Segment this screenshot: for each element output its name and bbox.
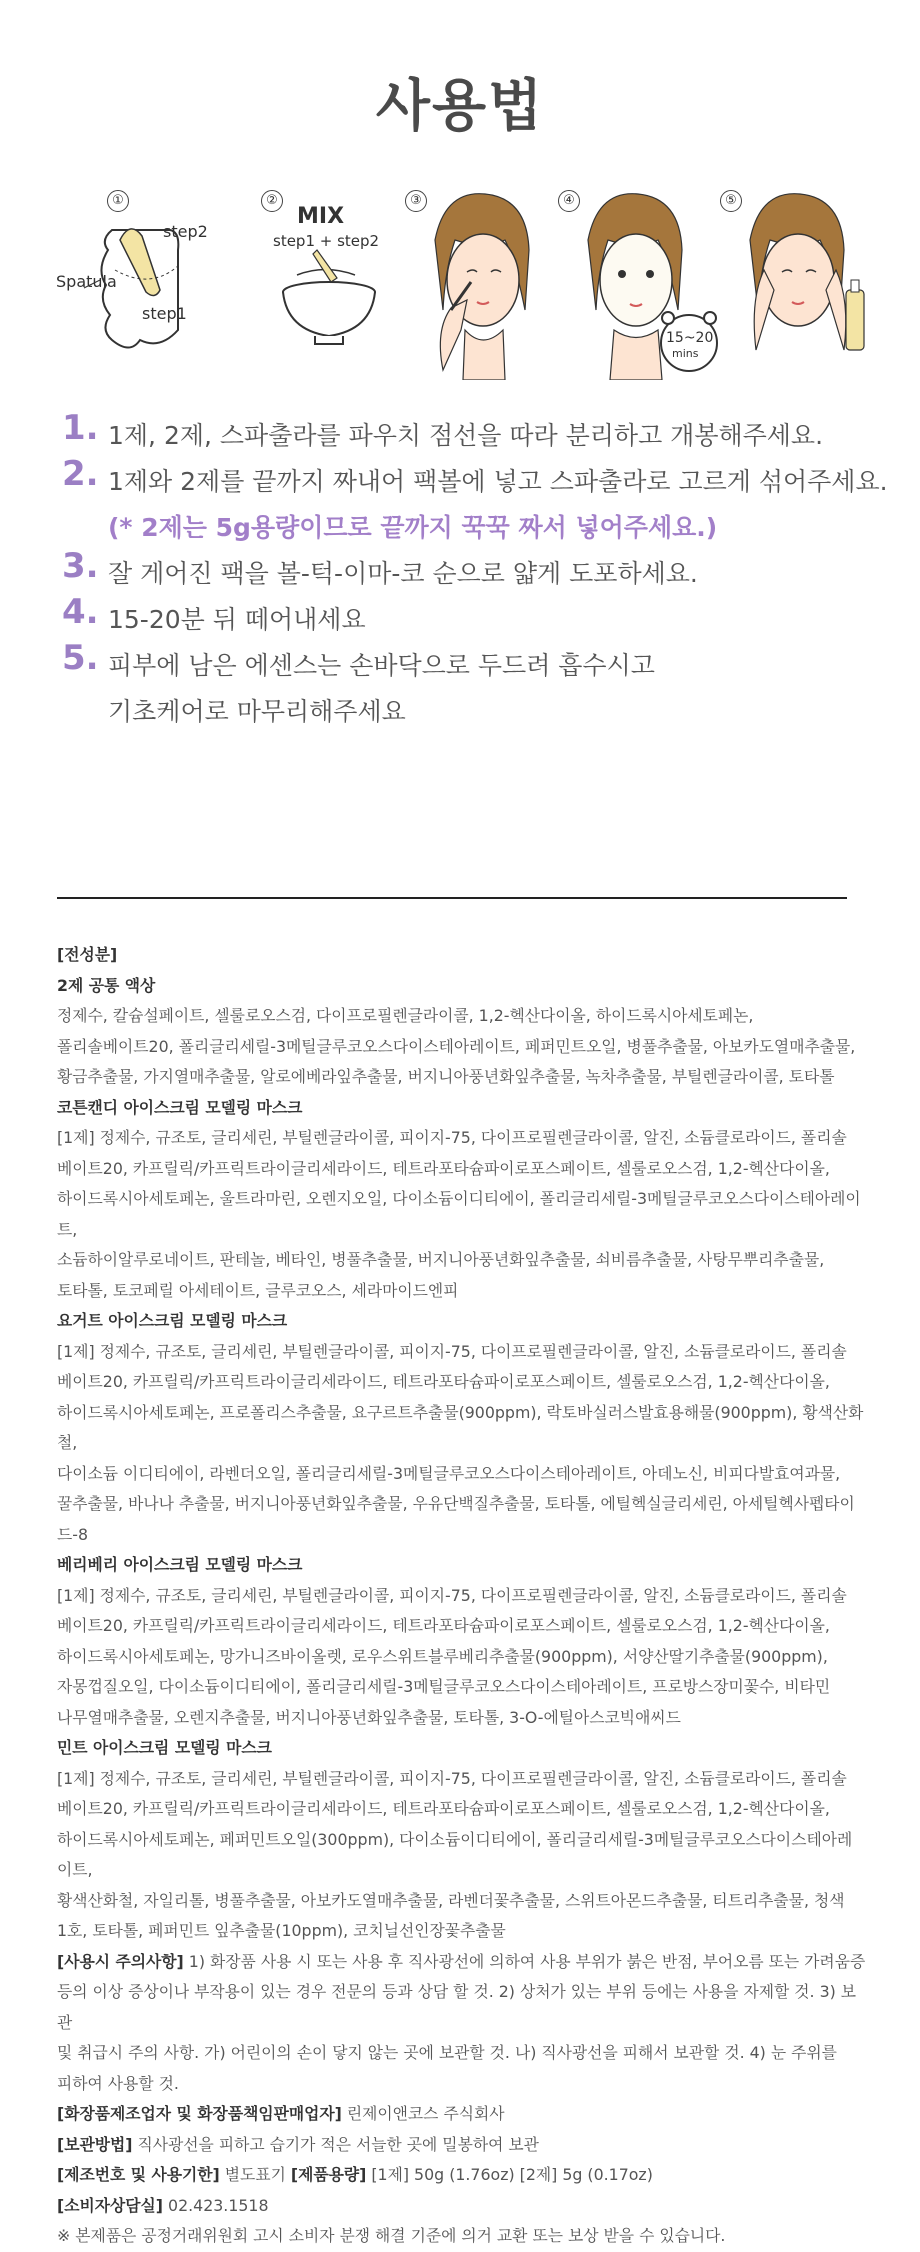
ingredient-line: [1제] 정제수, 규조토, 글리세린, 부틸렌글라이콜, 피이지-75, 다이프로필렌글라이콜, 알진, 소듐클로라이드, 폴리솔 <box>57 1768 847 1788</box>
step1-label: step1 <box>142 304 187 323</box>
instruction-item <box>62 408 892 454</box>
ingredient-line: 베이트20, 카프릴릭/카프릭트라이글리세라이드, 테트라포타슘파이로포스페이트, 셀룰로오스검, 1,2-헥산다이올, <box>57 1158 830 1178</box>
mix-formula-label: step1 + step2 <box>273 232 380 250</box>
page-title: 사용법 <box>375 74 545 139</box>
ingredient-line: 하이드록시아세토페논, 울트라마린, 오렌지오일, 다이소듐이디티에이, 폴리글리세릴-3메틸글루코오스다이스테아레이트, <box>57 1189 861 1239</box>
ingredient-line: 베이트20, 카프릴릭/카프릭트라이글리세라이드, 테트라포타슘파이로포스페이트, 셀룰로오스검, 1,2-헥산다이올, <box>57 1799 830 1818</box>
step-3-illustration <box>405 180 555 380</box>
step2-label: step2 <box>163 222 208 241</box>
ingredient-line: 하이드록시아세토페논, 프로폴리스추출물, 요구르트추출물(900ppm), 락토바실러스발효용해물(900ppm), 황색산화철, <box>57 1402 864 1452</box>
caution-line: 및 취급시 주의 사항. 가) 어린이의 손이 닿지 않는 곳에 보관할 것. 나) 직사광선을 피해서 보관할 것. 4) 눈 주위를 <box>57 2043 837 2062</box>
ingredient-line: 꿀추출물, 바나나 추출물, 버지니아풍년화잎추출물, 우유단백질추출물, 토타톨, 에틸헥실글리세린, 아세틸헥사펩타이드-8 <box>57 1494 855 1544</box>
ingredient-line: 황금추출물, 가지열매추출물, 알로에베라잎추출물, 버지니아풍년화잎추출물, 녹차추출물, 부틸렌글라이콜, 토타톨 <box>57 1067 835 1086</box>
consult-value: 02.423.1518 <box>163 2195 269 2215</box>
consult-label: [소비자상담실] <box>57 2195 163 2215</box>
ingredient-line: [1제] 정제수, 규조토, 글리세린, 부틸렌글라이콜, 피이지-75, 다이프로필렌글라이콜, 알진, 소듐클로라이드, 폴리솔 <box>57 1128 847 1147</box>
storage-line <box>57 2130 867 2161</box>
step-2-illustration <box>255 180 405 380</box>
ingredient-line: 토타톨, 토코페릴 아세테이트, 글루코오스, 세라마이드엔피 <box>57 1280 459 1300</box>
ingredient-line: 나무열매추출물, 오렌지추출물, 버지니아풍년화잎추출물, 토타톨, 3-O-에틸아스코빅애씨드 <box>57 1707 681 1727</box>
ingredient-line: 하이드록시아세토페논, 망가니즈바이올렛, 로우스위트블루베리추출물(900ppm), 서양산딸기추출물(900ppm), <box>57 1646 828 1666</box>
caution-line: 등의 이상 증상이나 부작용이 있는 경우 전문의 등과 상담 할 것. 2) 상처가 있는 부위 등에는 사용을 자제할 것. 3) 보관 <box>57 1982 857 2032</box>
lot-label: [제조번호 및 사용기한] <box>57 2165 220 2184</box>
ingredients-header: [전성분] <box>57 945 118 964</box>
ingredient-line: 소듐하이알루로네이트, 판테놀, 베타인, 병풀추출물, 버지니아풍년화잎추출물, 쇠비름추출물, 사탕무뿌리추출물, <box>57 1250 825 1269</box>
step-5-illustration <box>720 180 870 380</box>
instruction-item <box>62 592 892 638</box>
maker-value: 린제이앤코스 주식회사 <box>341 2104 505 2123</box>
ingredient-line: 황색산화철, 자일리톨, 병풀추출물, 아보카도열매추출물, 라벤더꽃추출물, 스위트아몬드추출물, 티트리추출물, 청색 <box>57 1890 845 1910</box>
storage-label: [보관방법] <box>57 2134 133 2154</box>
instruction-number: 1. <box>62 408 99 448</box>
instruction-number: 3. <box>62 546 99 586</box>
ingredient-line: 베이트20, 카프릴릭/카프릭트라이글리세라이드, 테트라포타슘파이로포스페이트, 셀룰로오스검, 1,2-헥산다이올, <box>57 1372 830 1391</box>
ingredient-line: 베이트20, 카프릴릭/카프릭트라이글리세라이드, 테트라포타슘파이로포스페이트, 셀룰로오스검, 1,2-헥산다이올, <box>57 1616 830 1635</box>
instruction-item <box>62 546 892 592</box>
step-number-1: ① <box>107 190 129 212</box>
ingredients-section <box>57 940 867 2252</box>
capacity-value: [1제] 50g (1.76oz) [2제] 5g (0.17oz) <box>366 2165 653 2184</box>
cotton-candy-title: 코튼캔디 아이스크림 모델링 마스크 <box>57 1097 303 1117</box>
mix-label: MIX <box>297 204 345 229</box>
ingredient-line: 하이드록시아세토페논, 페퍼민트오일(300ppm), 다이소듐이디티에이, 폴리글리세릴-3메틸글루코오스다이스테아레이트, <box>57 1829 853 1879</box>
caution-line: 피하여 사용할 것. <box>57 2073 179 2093</box>
ingredient-line: 자몽껍질오일, 다이소듐이디티에이, 폴리글리세릴-3메틸글루코오스다이스테아레이트, 프로방스장미꽃수, 비타민 <box>57 1677 831 1696</box>
instruction-item <box>62 454 892 500</box>
capacity-label: [제품용량] <box>290 2165 367 2184</box>
ingredient-line: 다이소듐 이디티에이, 라벤더오일, 폴리글리세릴-3메틸글루코오스다이스테아레이트, 아데노신, 비피다발효여과물, <box>57 1463 841 1483</box>
instruction-number: 2. <box>62 454 99 494</box>
mixing-bowl-icon <box>255 180 405 380</box>
lot-value: 별도표기 <box>219 2165 291 2184</box>
step-number-3: ③ <box>405 190 427 212</box>
step-number-2: ② <box>261 190 283 212</box>
instruction-text: 피부에 남은 에센스는 손바닥으로 두드려 흡수시고 <box>108 651 655 680</box>
consult-line <box>57 2191 867 2222</box>
spatula-label: Spatula <box>56 272 117 291</box>
maker-line <box>57 2099 867 2130</box>
instruction-item <box>62 684 892 730</box>
ingredient-line: 1호, 토타톨, 페퍼민트 잎추출물(10ppm), 코치닐선인장꽃추출물 <box>57 1921 506 1940</box>
section-divider <box>57 897 847 899</box>
instruction-text: 잘 게어진 팩을 볼-턱-이마-코 순으로 얇게 도포하세요. <box>108 559 698 588</box>
ingredient-line: [1제] 정제수, 규조토, 글리세린, 부틸렌글라이콜, 피이지-75, 다이프로필렌글라이콜, 알진, 소듐클로라이드, 폴리솔 <box>57 1341 847 1361</box>
ingredient-line: [1제] 정제수, 규조토, 글리세린, 부틸렌글라이콜, 피이지-75, 다이프로필렌글라이콜, 알진, 소듐클로라이드, 폴리솔 <box>57 1585 847 1605</box>
step-4-illustration <box>558 180 714 380</box>
caution-text: 1) 화장품 사용 시 또는 사용 후 직사광선에 의하여 사용 부위가 붉은 반점, 부어오름 또는 가려움증 <box>183 1951 866 1971</box>
step-number-4: ④ <box>558 190 580 212</box>
instruction-text: 기초케어로 마무리해주세요 <box>108 697 406 726</box>
yogurt-title: 요거트 아이스크림 모델링 마스크 <box>57 1311 288 1330</box>
face-apply-icon <box>405 180 555 380</box>
instruction-item <box>62 638 892 684</box>
step-number-5: ⑤ <box>720 190 742 212</box>
ingredient-line: 폴리솔베이트20, 폴리글리세릴-3메틸글루코오스다이스테아레이트, 페퍼민트오일, 병풀추출물, 아보카도열매추출물, <box>57 1036 856 1056</box>
face-pat-icon <box>720 180 880 380</box>
instruction-item <box>62 500 892 546</box>
instruction-list <box>62 408 892 730</box>
instruction-text: 1제, 2제, 스파출라를 파우치 점선을 따라 분리하고 개봉해주세요. <box>108 421 824 450</box>
instruction-number: 5. <box>62 638 99 678</box>
ingredient-line: 정제수, 칼슘설페이트, 셀룰로오스검, 다이프로필렌글라이콜, 1,2-헥산다이올, 하이드록시아세토페논, <box>57 1006 754 1025</box>
berry-title: 베리베리 아이스크림 모델링 마스크 <box>57 1555 303 1574</box>
step-1-illustration <box>56 180 210 380</box>
usage-steps-illustration <box>56 180 880 380</box>
instruction-number: 4. <box>62 592 99 632</box>
mint-title: 민트 아이스크림 모델링 마스크 <box>57 1738 272 1757</box>
instruction-text: 15-20분 뒤 떼어내세요 <box>108 605 366 634</box>
lot-line <box>57 2160 867 2191</box>
notice-line: ※ 본제품은 공정거래위원회 고시 소비자 분쟁 해결 기준에 의거 교환 또는 보상 받을 수 있습니다. <box>57 2226 726 2245</box>
caution-label: [사용시 주의사항] <box>57 1951 184 1971</box>
maker-label: [화장품제조업자 및 화장품책임판매업자] <box>57 2104 342 2123</box>
instruction-note: (* 2제는 5g용량이므로 끝까지 꾹꾹 짜서 넣어주세요.) <box>108 513 718 542</box>
caution-line <box>57 1947 867 1978</box>
common-liquid-title: 2제 공통 액상 <box>57 975 156 995</box>
timer-unit-label: mins <box>672 347 699 360</box>
timer-label: 15~20 <box>666 330 714 346</box>
instruction-text: 1제와 2제를 끝까지 짜내어 팩볼에 넣고 스파출라로 고르게 섞어주세요. <box>108 467 888 496</box>
storage-value: 직사광선을 피하고 습기가 적은 서늘한 곳에 밀봉하여 보관 <box>132 2134 539 2154</box>
